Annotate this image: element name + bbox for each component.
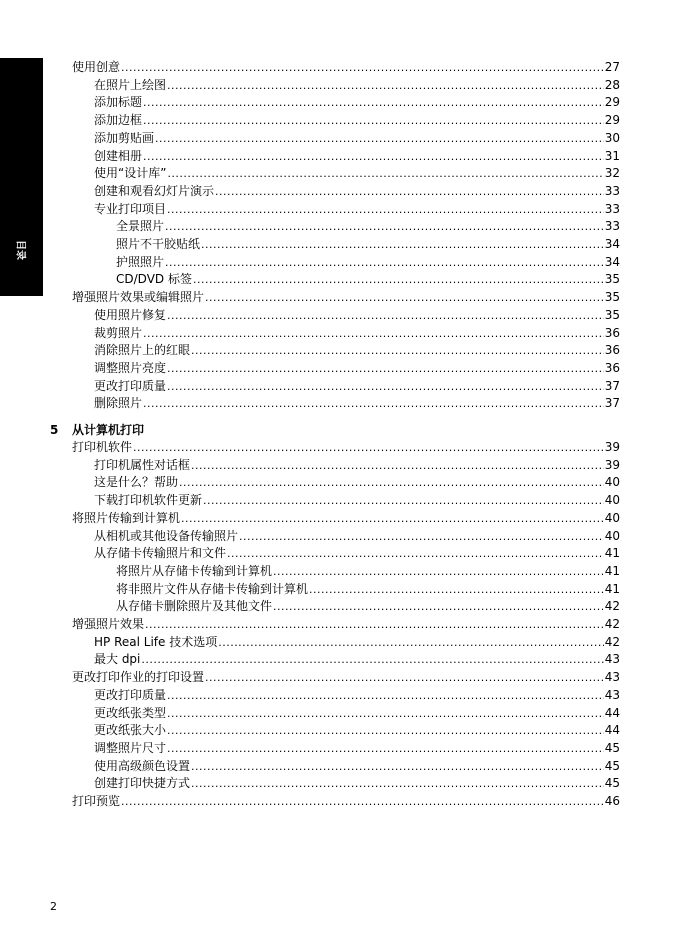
toc-entry[interactable] — [94, 686, 620, 704]
toc-leader-dots — [179, 474, 604, 492]
toc-entry-title: 创建相册 — [94, 148, 143, 163]
toc-entry-title: 这是什么？帮助 — [94, 475, 179, 490]
toc-entry[interactable] — [94, 76, 620, 94]
toc-entry-page: 28 — [604, 77, 620, 92]
toc-leader-dots — [133, 439, 604, 457]
toc-entry-page: 45 — [604, 776, 620, 791]
toc-entry[interactable] — [72, 615, 620, 633]
toc-entry-page: 42 — [604, 617, 620, 631]
chapter-number: 5 — [50, 423, 59, 437]
toc-leader-dots — [167, 77, 604, 95]
toc-entry[interactable] — [72, 438, 620, 456]
toc-leader-dots — [191, 342, 604, 360]
toc-entry-page: 39 — [604, 440, 620, 454]
toc-entry-page: 37 — [604, 378, 620, 393]
toc-leader-dots — [143, 325, 604, 343]
toc-entry[interactable] — [116, 562, 620, 580]
toc-entry-title: 打印机软件 — [72, 440, 133, 454]
toc-entry[interactable] — [94, 377, 620, 395]
toc-entry-page: 29 — [604, 95, 620, 110]
toc-leader-dots — [215, 183, 604, 201]
toc-entry-title: 调整照片尺寸 — [94, 740, 167, 755]
chapter-title: 从计算机打印 — [72, 423, 145, 437]
toc-leader-dots — [143, 94, 604, 112]
toc-entry-page: 34 — [604, 237, 620, 251]
toc-entry-page: 43 — [604, 687, 620, 702]
toc-entry[interactable] — [72, 792, 620, 810]
sidebar-tab-label: 目录 — [14, 240, 26, 260]
toc-entry-title: 将照片传输到计算机 — [72, 510, 181, 525]
toc-entry-page: 29 — [604, 113, 620, 128]
toc-entry-page: 36 — [604, 343, 620, 358]
toc-entry-title: 增强照片效果 — [72, 617, 145, 631]
toc-entry[interactable] — [94, 324, 620, 342]
toc-entry-title: 从相机或其他设备传输照片 — [94, 528, 239, 543]
toc-entry-title: 添加边框 — [94, 113, 143, 128]
toc-entry-title: 更改打印作业的打印设置 — [72, 670, 205, 685]
toc-entry-title: 使用照片修复 — [94, 307, 167, 322]
toc-entry-title: 将非照片文件从存储卡传输到计算机 — [116, 581, 309, 596]
toc-entry-title: 创建和观看幻灯片演示 — [94, 183, 215, 198]
toc-leader-dots — [167, 378, 604, 396]
toc-entry-title: 照片不干胶贴纸 — [116, 237, 201, 251]
toc-entry-page: 34 — [604, 254, 620, 269]
toc-leader-dots — [165, 254, 604, 272]
toc-entry-title: 打印机属性对话框 — [94, 457, 191, 472]
toc-leader-dots — [155, 130, 604, 148]
toc-entry-title: 专业打印项目 — [94, 201, 167, 216]
toc-entry-title: 全景照片 — [116, 219, 165, 234]
toc-leader-dots — [141, 651, 603, 669]
toc-entry-page: 44 — [604, 705, 620, 720]
chapter-heading[interactable] — [50, 421, 144, 439]
toc-leader-dots — [167, 201, 604, 219]
toc-leader-dots — [191, 775, 604, 793]
toc-entry-page: 33 — [604, 201, 620, 216]
toc-entry[interactable] — [94, 306, 620, 324]
toc-entry-title: 消除照片上的红眼 — [94, 343, 191, 358]
toc-entry-title: 在照片上绘图 — [94, 77, 167, 92]
toc-entry-title: 从存储卡传输照片和文件 — [94, 546, 227, 561]
toc-leader-dots — [167, 360, 604, 378]
toc-entry-page: 35 — [604, 307, 620, 322]
toc-leader-dots — [193, 271, 604, 289]
toc-leader-dots — [205, 289, 604, 307]
toc-entry-title: 使用高级颜色设置 — [94, 758, 191, 773]
toc-entry-title: 增强照片效果或编辑照片 — [72, 290, 205, 305]
toc-entry-page: 40 — [604, 528, 620, 543]
toc-entry[interactable] — [94, 111, 620, 129]
toc-entry-title: 删除照片 — [94, 396, 143, 411]
toc-entry-page: 35 — [604, 290, 620, 305]
toc-entry-title: 更改纸张大小 — [94, 723, 167, 738]
toc-entry[interactable] — [94, 650, 620, 668]
toc-entry[interactable] — [94, 456, 620, 474]
toc-entry[interactable] — [116, 597, 620, 615]
toc-entry[interactable] — [94, 129, 620, 147]
toc-entry-title: 裁剪照片 — [94, 325, 143, 340]
toc-entry[interactable] — [116, 580, 620, 598]
toc-leader-dots — [167, 705, 604, 723]
toc-entry[interactable] — [94, 721, 620, 739]
toc-leader-dots — [273, 563, 604, 581]
toc-leader-dots — [273, 598, 604, 616]
toc-leader-dots — [309, 581, 604, 599]
toc-leader-dots — [205, 669, 604, 687]
toc-entry[interactable] — [94, 774, 620, 792]
toc-leader-dots — [121, 793, 604, 811]
toc-entry-title: 创建打印快捷方式 — [94, 776, 191, 791]
toc-entry-page: 43 — [604, 652, 620, 667]
toc-leader-dots — [167, 740, 604, 758]
toc-leader-dots — [167, 722, 604, 740]
toc-entry-title: 从存储卡删除照片及其他文件 — [116, 599, 273, 614]
toc-entry-title: 打印预览 — [72, 794, 121, 808]
toc-entry[interactable] — [94, 93, 620, 111]
toc-entry-title: 使用创意 — [72, 60, 121, 74]
toc-leader-dots — [181, 510, 604, 528]
toc-entry-page: 40 — [604, 475, 620, 490]
toc-entry-page: 36 — [604, 360, 620, 375]
toc-entry[interactable] — [94, 757, 620, 775]
toc-entry-page: 37 — [604, 396, 620, 411]
toc-entry-page: 36 — [604, 325, 620, 340]
sidebar-tab — [0, 58, 43, 296]
toc-entry[interactable] — [72, 58, 620, 76]
toc-entry-title: CD/DVD 标签 — [116, 272, 192, 287]
toc-entry-page: 42 — [604, 599, 620, 614]
toc-entry[interactable] — [116, 253, 620, 271]
toc-entry-title: 最大 dpi — [94, 652, 141, 667]
toc-entry[interactable] — [116, 217, 620, 235]
toc-leader-dots — [191, 758, 604, 776]
toc-entry-title: 更改打印质量 — [94, 378, 167, 393]
toc-entry[interactable] — [94, 341, 620, 359]
toc-leader-dots — [165, 218, 604, 236]
toc-entry-title: 调整照片亮度 — [94, 360, 167, 375]
toc-entry-title: 使用“设计库” — [94, 166, 167, 181]
toc-leader-dots — [167, 687, 604, 705]
toc-entry[interactable] — [116, 235, 620, 253]
toc-entry-page: 44 — [604, 723, 620, 738]
toc-entry-page: 40 — [604, 493, 620, 508]
toc-leader-dots — [227, 545, 604, 563]
toc-entry-title: HP Real Life 技术选项 — [94, 634, 218, 649]
toc-entry-page: 46 — [604, 794, 620, 808]
toc-entry[interactable] — [94, 544, 620, 562]
toc-entry-page: 33 — [604, 219, 620, 234]
toc-entry[interactable] — [94, 200, 620, 218]
toc-entry[interactable] — [94, 182, 620, 200]
toc-entry-page: 41 — [604, 581, 620, 596]
toc-entry[interactable] — [94, 473, 620, 491]
toc-leader-dots — [201, 236, 604, 254]
toc-entry-page: 31 — [604, 148, 620, 163]
toc-entry[interactable] — [72, 668, 620, 686]
toc-entry[interactable] — [72, 509, 620, 527]
toc-entry-title: 将照片从存储卡传输到计算机 — [116, 563, 273, 578]
toc-entry-page: 40 — [604, 510, 620, 525]
toc-entry-page: 32 — [604, 166, 620, 181]
toc-entry-page: 41 — [604, 546, 620, 561]
toc-entry-title: 添加标题 — [94, 95, 143, 110]
toc-leader-dots — [143, 148, 604, 166]
toc-entry[interactable] — [94, 359, 620, 377]
toc-entry-page: 41 — [604, 563, 620, 578]
toc-entry-title: 更改打印质量 — [94, 687, 167, 702]
toc-leader-dots — [167, 307, 604, 325]
toc-leader-dots — [143, 112, 604, 130]
toc-entry[interactable] — [72, 288, 620, 306]
toc-entry[interactable] — [94, 527, 620, 545]
toc-leader-dots — [239, 528, 604, 546]
toc-entry-title: 添加剪贴画 — [94, 130, 155, 145]
toc-entry[interactable] — [94, 147, 620, 165]
toc-entry-page: 30 — [604, 130, 620, 145]
toc-entry[interactable] — [94, 164, 620, 182]
toc-entry-title: 下载打印机软件更新 — [94, 493, 203, 508]
toc-entry-page: 45 — [604, 740, 620, 755]
toc-entry[interactable] — [94, 394, 620, 412]
toc-entry[interactable] — [94, 491, 620, 509]
toc-entry-page: 27 — [604, 60, 620, 74]
toc-leader-dots — [203, 492, 604, 510]
toc-leader-dots — [145, 616, 604, 634]
toc-entry-page: 42 — [604, 634, 620, 649]
toc-leader-dots — [218, 634, 604, 652]
toc-entry-title: 更改纸张类型 — [94, 705, 167, 720]
toc-leader-dots — [167, 165, 603, 183]
toc-leader-dots — [143, 395, 604, 413]
toc-entry[interactable] — [94, 704, 620, 722]
toc-entry-page: 35 — [604, 272, 620, 287]
toc-leader-dots — [121, 59, 604, 77]
toc-entry-title: 护照照片 — [116, 254, 165, 269]
toc-entry-page: 43 — [604, 670, 620, 685]
toc-entry[interactable] — [94, 633, 620, 651]
page-number: 2 — [50, 900, 57, 913]
toc-entry-page: 33 — [604, 183, 620, 198]
toc-entry[interactable] — [94, 739, 620, 757]
toc-entry-page: 39 — [604, 457, 620, 472]
toc-leader-dots — [191, 457, 604, 475]
toc-entry-page: 45 — [604, 758, 620, 773]
toc-entry[interactable] — [116, 270, 620, 288]
